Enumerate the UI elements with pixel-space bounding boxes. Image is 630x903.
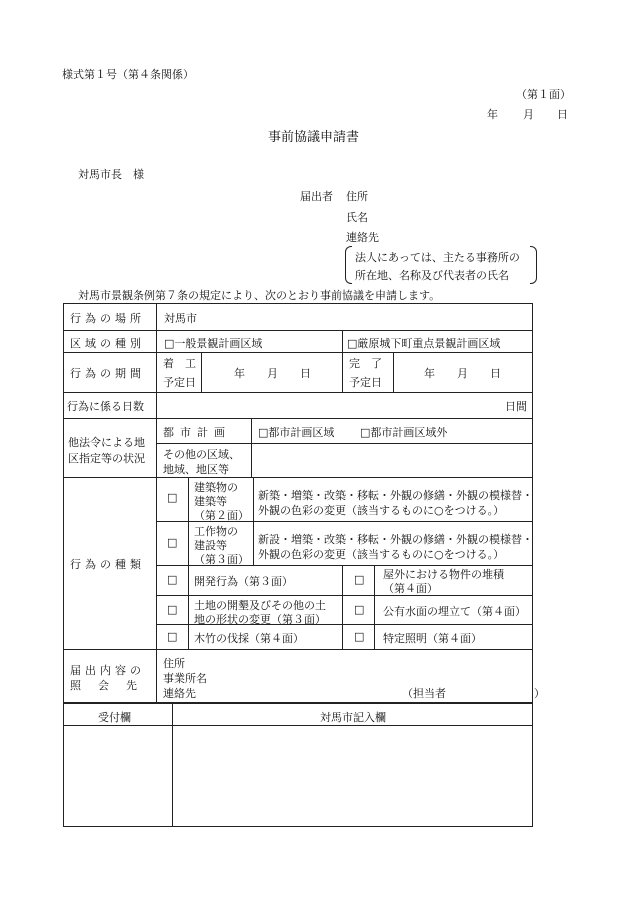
- date-month: 月: [523, 108, 534, 121]
- inquiry-address-label: 住所: [163, 657, 185, 670]
- structure-desc-1: 新設・増築・改築・移転・外観の修繕・外観の模様替・: [258, 533, 533, 546]
- zone-label: 区域の種別: [70, 337, 145, 350]
- tree-cutting-checkbox[interactable]: □: [167, 630, 178, 643]
- period-label: 行為の期間: [70, 367, 145, 380]
- city-entry-header: 対馬市記入欄: [320, 711, 386, 724]
- note-bracket-left: [345, 246, 352, 284]
- structure-desc-2: 外観の色彩の変更（該当するものに○をつける。）: [258, 548, 505, 561]
- page-number: （第１面）: [516, 88, 571, 101]
- start-label-2: 予定日: [163, 376, 196, 389]
- outdoor-storage-label-2: （第４面）: [383, 582, 438, 595]
- applicant-label: 届出者: [300, 190, 333, 203]
- statement: 対馬市景観条例第７条の規定により、次のとおり事前協議を申請します。: [78, 289, 441, 302]
- inquiry-contact-label: 連絡先: [163, 687, 196, 700]
- building-label-2: 建築等: [194, 495, 227, 508]
- structure-label-1: 工作物の: [194, 525, 238, 538]
- applicant-note-line2: 所在地、名称及び代表者の氏名: [355, 269, 509, 282]
- building-label-1: 建築物の: [194, 481, 238, 494]
- water-reclaim-checkbox[interactable]: □: [354, 603, 365, 616]
- outdoor-storage-checkbox[interactable]: □: [354, 573, 365, 586]
- addressee: 対馬市長 様: [78, 168, 144, 181]
- date-year: 年: [487, 108, 498, 121]
- other-law-label-2: 区指定等の状況: [68, 452, 145, 465]
- other-zone-label-2: 地域、地区等: [163, 463, 229, 476]
- land-change-label-2: 地の形状の変更（第３面）: [194, 613, 326, 626]
- building-checkbox[interactable]: □: [167, 491, 178, 504]
- outdoor-storage-label-1: 屋外における物件の堆積: [383, 568, 504, 581]
- development-checkbox[interactable]: □: [167, 573, 178, 586]
- building-desc-1: 新築・増築・改築・移転・外観の修繕・外観の模様替・: [258, 489, 533, 502]
- end-date-field[interactable]: 年 月 日: [424, 367, 501, 380]
- city-plan-out-checkbox[interactable]: □都市計画区域外: [360, 426, 448, 439]
- start-date-field[interactable]: 年 月 日: [234, 367, 311, 380]
- structure-label-3: （第３面）: [194, 553, 249, 566]
- inquiry-office-label: 事業所名: [163, 672, 207, 685]
- applicant-note-line1: 法人にあっては、主たる事務所の: [355, 251, 520, 264]
- end-label-2: 予定日: [349, 376, 382, 389]
- tree-cutting-label: 木竹の伐採（第４面）: [194, 632, 304, 645]
- inquiry-label-2: 照会先: [70, 679, 154, 692]
- applicant-contact-label: 連絡先: [346, 231, 379, 244]
- development-label: 開発行為（第３面）: [194, 575, 293, 588]
- zone-general-checkbox[interactable]: □一般景観計画区域: [164, 337, 263, 350]
- place-value: 対馬市: [164, 312, 197, 325]
- zone-izuhara-checkbox[interactable]: □厳原城下町重点景観計画区域: [347, 337, 501, 350]
- document-title: 事前協議申請書: [268, 130, 360, 145]
- city-plan-label: 都市計画: [163, 426, 231, 439]
- end-label-1: 完 了: [349, 357, 382, 370]
- structure-label-2: 建設等: [194, 539, 227, 552]
- lighting-checkbox[interactable]: □: [354, 630, 365, 643]
- other-zone-label-1: その他の区域、: [163, 448, 240, 461]
- form-number: 様式第１号（第４条関係）: [62, 68, 194, 81]
- land-change-label-1: 土地の開墾及びその他の土: [194, 599, 326, 612]
- start-label-1: 着 工: [163, 357, 196, 370]
- city-plan-in-checkbox[interactable]: □都市計画区域: [258, 426, 335, 439]
- applicant-address-label: 住所: [346, 190, 368, 203]
- structure-checkbox[interactable]: □: [167, 536, 178, 549]
- note-bracket-right: [530, 246, 537, 284]
- place-label: 行為の場所: [70, 312, 145, 325]
- other-law-label-1: 他法令による地: [68, 436, 145, 449]
- water-reclaim-label: 公有水面の埋立て（第４面）: [383, 605, 526, 618]
- building-label-3: （第２面）: [194, 509, 249, 522]
- days-unit: 日間: [505, 400, 527, 413]
- date-day: 日: [557, 108, 568, 121]
- inquiry-label-1: 届出内容の: [70, 664, 145, 677]
- lighting-label: 特定照明（第４面）: [383, 632, 482, 645]
- kind-label: 行為の種類: [70, 558, 145, 571]
- land-change-checkbox[interactable]: □: [167, 603, 178, 616]
- office-use-table: [63, 703, 533, 827]
- building-desc-2: 外観の色彩の変更（該当するものに○をつける。）: [258, 504, 505, 517]
- days-label: 行為に係る日数: [67, 400, 144, 413]
- inquiry-person-field[interactable]: （担当者 ）: [402, 687, 545, 700]
- reception-header: 受付欄: [98, 711, 131, 724]
- applicant-name-label: 氏名: [346, 211, 368, 224]
